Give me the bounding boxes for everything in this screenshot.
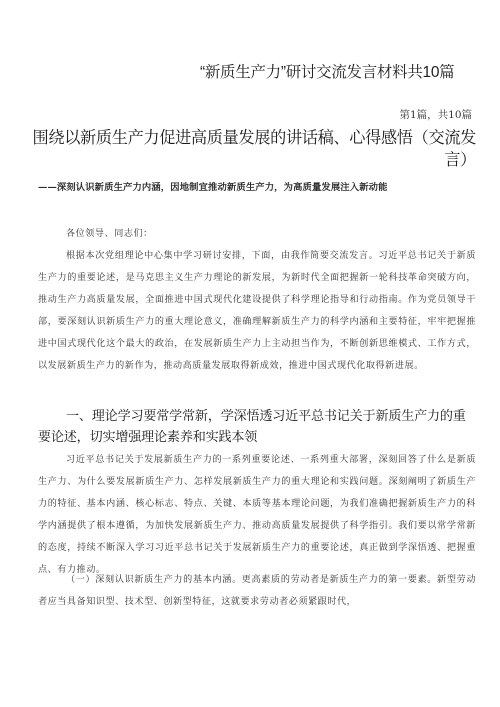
paragraph-intro: 根据本次党组理论中心集中学习研讨安排，下面，由我作简要交流发言。习近平总书记关于新质生产力的重要论述，是马克思主义生产力理论的新发展，为新时代全面把握新一轮科技革命突破方向，推动生产力高质量发展，全面推进中国式现代化建设提供了科学理论指导和行动指南。作为党员领导干部，要深刻认识新质生产力的重大理论意义，准确理解新质生产力的科学内涵和主要特征，牢牢把握推进中国式现代化这个最大的政治，在发展新质生产力上主动担当作为，不断创新思维模式、工作方式，以发展新质生产力的新作为，推动高质量发展取得新成效，推进中国式现代化取得新进展。: [38, 251, 476, 371]
paragraph-subsection-1: （一）深刻认识新质生产力的基本内涵。更高素质的劳动者是新质生产力的第一要素。新型劳动者应当具备知识型、技术型、创新型特征，这就要求劳动者必须紧跟时代，: [38, 575, 476, 607]
part-label: 第1篇，共10篇: [399, 109, 472, 121]
section-heading-1: 一、理论学习要常学常新，学深悟透习近平总书记关于新质生产力的重要论述，切实增强理论素养和实践本领: [38, 408, 466, 444]
paragraph-section-1: 习近平总书记关于发展新质生产力的一系列重要论述、一系列重大部署，深刻回答了什么是新质生产力、为什么要发展新质生产力、怎样发展新质生产力的重大理论和实践问题。深刻阐明了新质生产力的特征、基本内涵、核心标志、特点、关键、本质等基本理论问题，为我们准确把握新质生产力的科学内涵提供了根本遵循，为加快发展新质生产力、推动高质量发展提供了科学指引。我们要以常学常新的态度，持续不断深入学习习近平总书记关于发展新质生产力的重要论述，真正做到学深悟透、把握重点、有力推动。: [38, 455, 476, 575]
salutation: 各位领导、同志们：: [66, 229, 153, 239]
document-title: “新质生产力”研讨交流发言材料共10篇: [200, 64, 455, 81]
article-title: 围绕以新质生产力促进高质量发展的讲话稿、心得感悟（交流发言）: [32, 129, 476, 169]
article-subtitle: ——深刻认识新质生产力内涵，因地制宜推动新质生产力，为高质量发展注入新动能: [38, 182, 388, 193]
